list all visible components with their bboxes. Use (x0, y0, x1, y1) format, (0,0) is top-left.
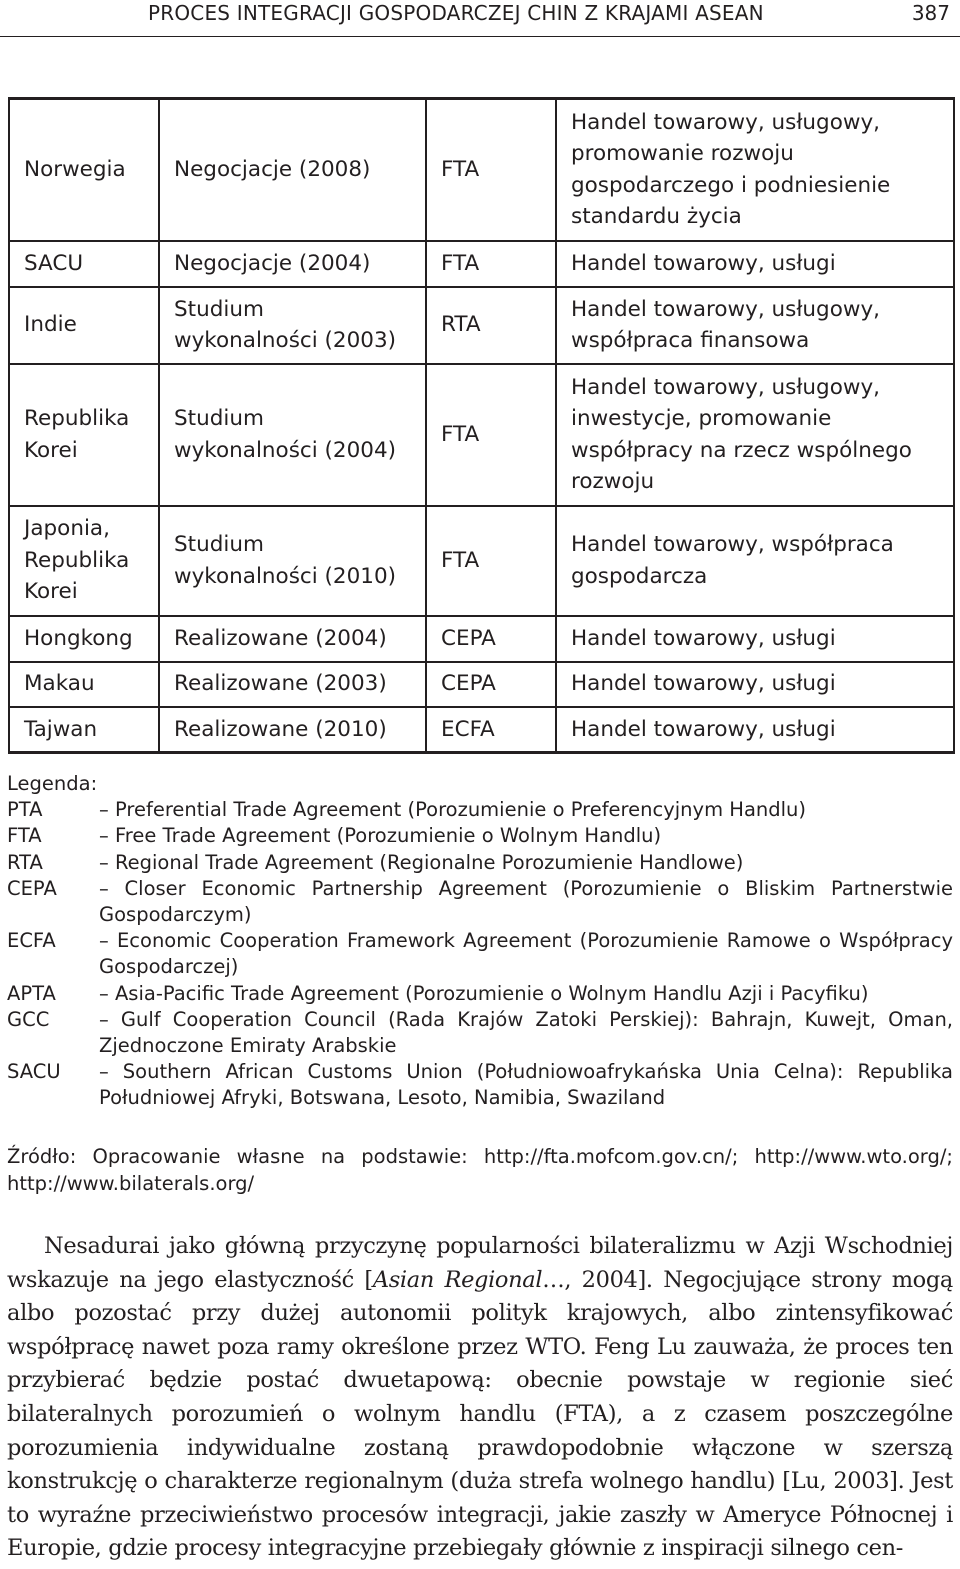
legend-item (7, 1059, 953, 1111)
cell-scope: Handel towarowy, współpraca gospodarcza (556, 506, 954, 616)
table-row (9, 707, 954, 753)
legend-desc: – Asia-Pacific Trade Agreement (Porozumienie o Wolnym Handlu Azji i Pacyfiku) (99, 981, 869, 1005)
legend-desc: – Preferential Trade Agreement (Porozumienie o Preferencyjnym Handlu) (99, 798, 807, 822)
legend-abbr: FTA (7, 824, 42, 848)
legend-desc: – Free Trade Agreement (Porozumienie o Wolnym Handlu) (99, 824, 662, 848)
cell-country: Makau (9, 662, 159, 707)
cell-country: Tajwan (9, 707, 159, 753)
cell-type: FTA (426, 99, 556, 241)
cell-scope: Handel towarowy, usługi (556, 616, 954, 662)
legend-item (7, 797, 953, 823)
cell-status: Studium wykonalności (2003) (159, 287, 426, 364)
legend-item (7, 876, 953, 928)
cell-status: Realizowane (2004) (159, 616, 426, 662)
cell-country: Republika Korei (9, 364, 159, 506)
legend-abbr: APTA (7, 981, 56, 1005)
legend (7, 771, 953, 1112)
body-text-part-2: …, 2004]. Negocjujące strony mogą albo pozostać przy dużej autonomii polityk krajowych, albo zintensyfikować współpracę nawet poza ramy określone przez WTO. Feng Lu zauważa, że proces ten przybierać będzie postać dwuetapową: obecnie powstaje w regionie sieć bilateralnych porozumień o wolnym handlu (FTA), a z czasem poszczególne porozumienia indywidualne zostaną prawdopodobnie włączone w szerszą konstrukcję o charakterze regionalnym (duża strefa wolnego handlu) [Lu, 2003]. Jest to wyraźne przeciwieństwo procesów integracji, jakie zaszły w Ameryce Północnej i Europie, gdzie procesy integracyjne przebiegały głównie z inspiracji silnego cen- (7, 1266, 953, 1562)
cell-type: FTA (426, 506, 556, 616)
cell-country: Norwegia (9, 99, 159, 241)
legend-abbr: ECFA (7, 929, 56, 953)
legend-abbr: GCC (7, 1007, 50, 1031)
legend-item (7, 823, 953, 849)
cell-country: Hongkong (9, 616, 159, 662)
legend-desc: – Regional Trade Agreement (Regionalne Porozumienie Handlowe) (99, 850, 744, 874)
cell-type: ECFA (426, 707, 556, 753)
agreements-table (8, 97, 955, 754)
running-header (0, 0, 960, 37)
cell-type: CEPA (426, 616, 556, 662)
cell-country: Japonia, Republika Korei (9, 506, 159, 616)
legend-desc: – Economic Cooperation Framework Agreement (Porozumienie Ramowe o Współpracy Gospodarczej) (99, 929, 953, 979)
legend-desc: – Closer Economic Partnership Agreement (Porozumienie o Bliskim Partnerstwie Gospodarczym) (99, 876, 953, 927)
cell-status: Realizowane (2010) (159, 707, 426, 753)
cell-status: Negocjacje (2004) (159, 241, 426, 287)
legend-item (7, 981, 953, 1007)
cell-country: SACU (9, 241, 159, 287)
cell-status: Studium wykonalności (2010) (159, 506, 426, 616)
cell-type: FTA (426, 241, 556, 287)
table-row (9, 506, 954, 616)
legend-abbr: PTA (7, 798, 43, 822)
running-title: PROCES INTEGRACJI GOSPODARCZEJ CHIN Z KRAJAMI ASEAN (148, 1, 764, 25)
body-text-part-1: Nesadurai jako główną przyczynę popularności bilateralizmu w Azji Wschodniej wskazuje na jego elastyczność [ (7, 1233, 953, 1293)
table-row (9, 241, 954, 287)
legend-item (7, 850, 953, 876)
source-note: Źródło: Opracowanie własne na podstawie: http://fta.mofcom.gov.cn/; http://www.wto.org/; http://www.bilaterals.org/ (7, 1145, 953, 1195)
citation-italic: Asian Regional (372, 1266, 543, 1293)
cell-status: Studium wykonalności (2004) (159, 364, 426, 506)
cell-type: RTA (426, 287, 556, 364)
legend-title: Legenda: (7, 772, 98, 795)
body-paragraph (7, 1230, 953, 1566)
legend-abbr: SACU (7, 1060, 61, 1084)
cell-country: Indie (9, 287, 159, 364)
cell-status: Realizowane (2003) (159, 662, 426, 707)
legend-desc: – Gulf Cooperation Council (Rada Krajów Zatoki Perskiej): Bahrajn, Kuwejt, Oman, Zjednoczone Emiraty Arabskie (99, 1007, 953, 1058)
page-number: 387 (911, 1, 950, 25)
legend-item (7, 1007, 953, 1059)
cell-type: FTA (426, 364, 556, 506)
cell-scope: Handel towarowy, usługowy, promowanie rozwoju gospodarczego i podniesienie standardu życia (556, 99, 954, 241)
table-row (9, 287, 954, 364)
cell-scope: Handel towarowy, usługi (556, 662, 954, 707)
table-row (9, 662, 954, 707)
table-row (9, 99, 954, 241)
legend-item (7, 928, 953, 980)
cell-scope: Handel towarowy, usługowy, współpraca finansowa (556, 287, 954, 364)
cell-status: Negocjacje (2008) (159, 99, 426, 241)
cell-scope: Handel towarowy, usługowy, inwestycje, promowanie współpracy na rzecz wspólnego rozwoju (556, 364, 954, 506)
cell-scope: Handel towarowy, usługi (556, 241, 954, 287)
table-row (9, 616, 954, 662)
cell-scope: Handel towarowy, usługi (556, 707, 954, 753)
table-row (9, 364, 954, 506)
cell-type: CEPA (426, 662, 556, 707)
legend-abbr: RTA (7, 850, 43, 874)
legend-desc: – Southern African Customs Union (Południowoafrykańska Unia Celna): Republika Południowej Afryki, Botswana, Lesoto, Namibia, Swaziland (99, 1060, 953, 1110)
legend-abbr: CEPA (7, 876, 57, 900)
